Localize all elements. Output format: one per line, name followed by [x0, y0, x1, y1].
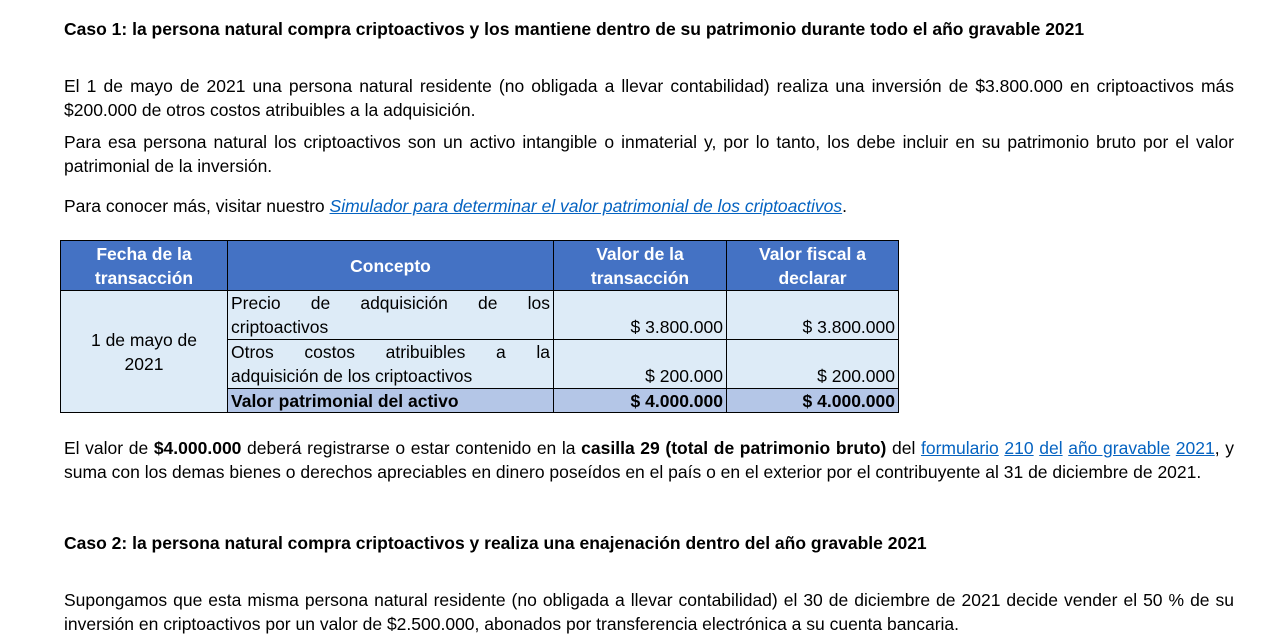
header-date: Fecha de la transacción [61, 241, 228, 291]
summary-bold-casilla: casilla 29 (total de patrimonio bruto) [581, 438, 887, 458]
transaction-date-text: 1 de mayo de 2021 [90, 329, 198, 374]
case1-paragraph-3 [64, 194, 1234, 218]
case2-heading: Caso 2: la persona natural compra criptoactivos y realiza una enajenación dentro del año gravable 2021 [64, 533, 927, 553]
case1-p3-suffix: . [842, 196, 847, 216]
summary-paragraph [64, 436, 1234, 484]
transaction-date [61, 291, 228, 413]
case1-heading: Caso 1: la persona natural compra criptoactivos y los mantiene dentro de su patrimonio durante todo el año gravable 2021 [64, 19, 1085, 39]
concept-line: adquisición de los criptoactivos [231, 366, 473, 386]
summary-text: , y suma con los demas bienes o derechos apreciables en dinero poseídos en el país o en el exterior por el contribuyente al 31 de diciembre de 2021. [64, 438, 1234, 482]
concept-cell [228, 291, 554, 340]
total-transaction-value: $ 4.000.000 [554, 389, 727, 413]
header-transaction-value: Valor de la transacción [554, 241, 727, 291]
del-link[interactable]: del [1039, 438, 1063, 458]
concept-line: Otros costos atribuibles a la [231, 342, 550, 362]
summary-text: del [886, 438, 921, 458]
form-210-link[interactable]: 210 [1004, 438, 1034, 458]
form-link[interactable]: formulario [920, 438, 999, 458]
case1-paragraph-2: Para esa persona natural los criptoactivos son un activo intangible o inmaterial y, por lo tanto, los debe incluir en su patrimonio bruto por el valor patrimonial de la inversión. [64, 132, 1234, 176]
summary-text: deberá registrarse o estar contenido en la [241, 438, 582, 458]
simulator-link[interactable]: Simulador para determinar el valor patrimonial de los criptoactivos [329, 196, 843, 216]
concept-line: Precio de adquisición de los [231, 293, 550, 313]
concept-cell [228, 340, 554, 389]
year-link[interactable]: año gravable [1068, 438, 1171, 458]
header-concept: Concepto [228, 241, 554, 291]
case1-p3-prefix: Para conocer más, visitar nuestro [64, 196, 330, 216]
transaction-value-cell: $ 3.800.000 [554, 291, 727, 340]
fiscal-value-cell: $ 3.800.000 [727, 291, 899, 340]
summary-bold-value: $4.000.000 [153, 438, 242, 458]
summary-text: El valor de [64, 438, 154, 458]
total-concept: Valor patrimonial del activo [228, 389, 554, 413]
case2-paragraph-1: Supongamos que esta misma persona natural residente (no obligada a llevar contabilidad) el 30 de diciembre de 2021 decide vender el 50 % de su inversión en criptoactivos por un valor de $2.500.000, abonados por transferencia electrónica a su cuenta bancaria. [64, 590, 1234, 634]
transaction-value-cell: $ 200.000 [554, 340, 727, 389]
case1-paragraph-1: El 1 de mayo de 2021 una persona natural residente (no obligada a llevar contabilidad) realiza una inversión de $3.800.000 en criptoactivos más $200.000 de otros costos atribuibles a la adquisición. [64, 76, 1234, 120]
valuation-table [60, 240, 899, 413]
year-2021-link[interactable]: 2021 [1175, 438, 1215, 458]
total-fiscal-value: $ 4.000.000 [727, 389, 899, 413]
table-row [61, 291, 899, 340]
header-fiscal-value: Valor fiscal a declarar [727, 241, 899, 291]
concept-line: criptoactivos [231, 317, 329, 337]
fiscal-value-cell: $ 200.000 [727, 340, 899, 389]
table-header-row [61, 241, 899, 291]
